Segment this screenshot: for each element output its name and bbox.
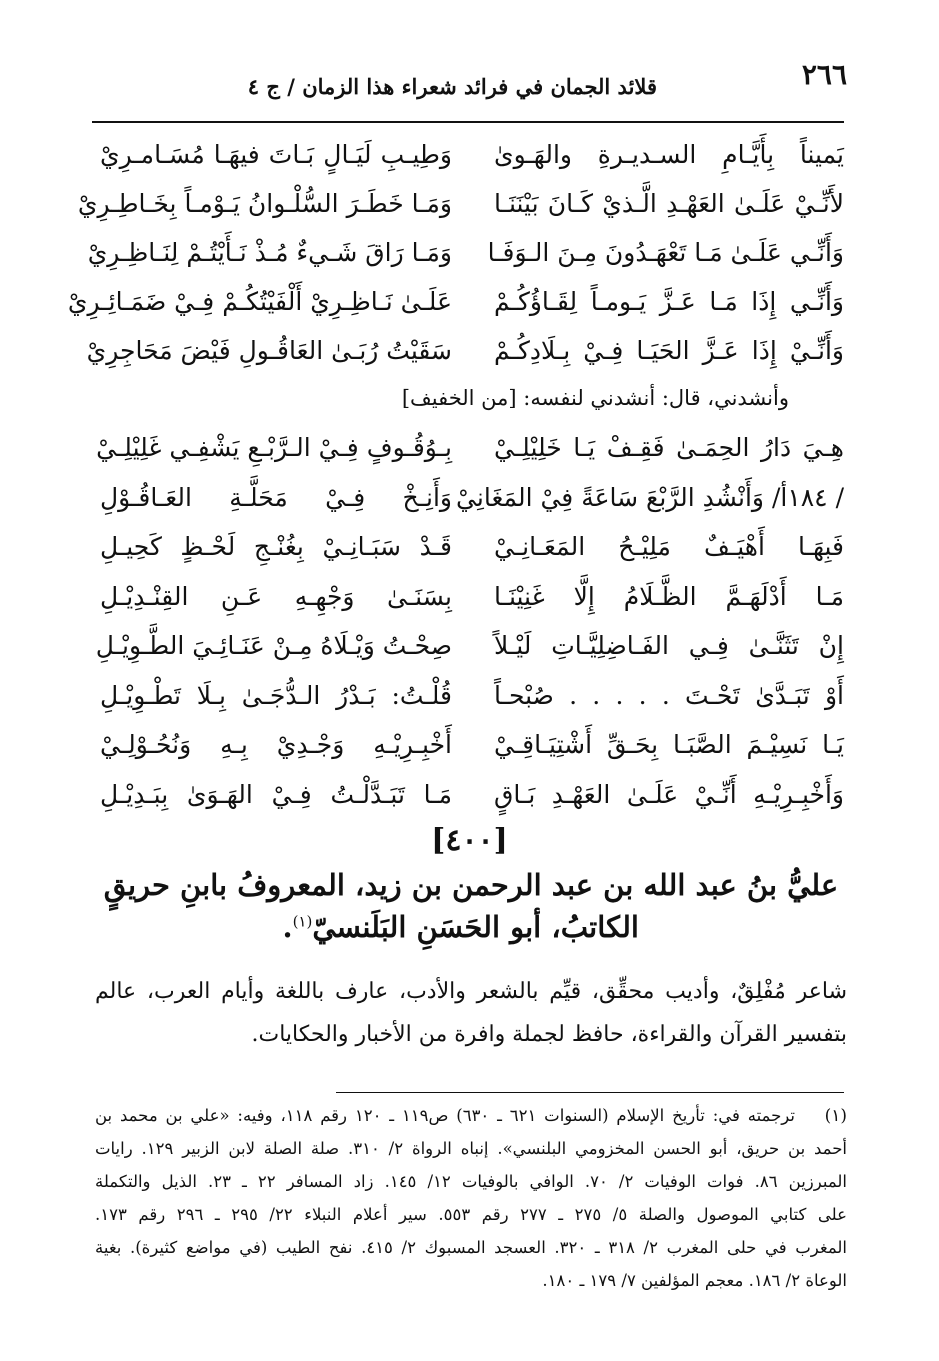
page-header — [92, 58, 847, 108]
footnote-line: المغرب في حلى المغرب ٢/ ٣١٨ ـ ٣٢٠. العسجد المسبوك ٢/ ٤١٥. نفح الطيب (في مواضع كثيرة). بغية — [95, 1238, 848, 1257]
entry-title-line-1: عليُّ بنُ عبد الله بن عبد الرحمن بن زيد، المعروفُ بابنِ حريقٍ — [103, 868, 839, 902]
poem-first — [67, 135, 852, 380]
verse-first-hemistich: فَبِهَـا أَهْيَـفٌ مَلِيْـحُ المَعَـانِـيْ — [494, 532, 844, 561]
footnote-line: الوعاة ٢/ ١٨٦. معجم المؤلفين ٧/ ١٧٩ ـ ١٨٠. — [542, 1271, 847, 1290]
verse-second-hemistich: سَقَيْتُ رُبَـىٰ العَاقُـولِ فَيْضَ مَحَاجِرِيْ — [86, 336, 452, 365]
verse-second-hemistich: وَمَـا خَطَـرَ السُّلْـوانُ يَـوْمـاً بِخَـاطِـرِيْ — [77, 189, 452, 218]
running-title: قلائد الجمان في فرائد شعراء هذا الزمان / ج ٤ — [247, 74, 657, 99]
poem-second — [92, 428, 852, 824]
verse — [92, 478, 852, 528]
verse-first-hemistich: وَأَخْبِـرِيْـهِ أَنِّـيْ عَلَـىٰ العَهْـدِ بَـاقٍ — [494, 779, 844, 809]
verse — [67, 282, 852, 331]
entry-body-line-1: شاعر مُفْلِقٌ، وأديب محقِّق، قيِّم بالشعر والأدب، عارف باللغة وأيام العرب، عالم — [95, 979, 847, 1004]
verse-first-hemistich: وَأَنِّـيْ إِذَا عَـزَّ الحَيَـا فِـيْ بِـلَادِكُـمْ — [494, 336, 844, 365]
verse-first-hemistich: لأَنِّـيْ عَلَـىٰ العَهْـدِ الَّـذيْ كَـانَ بَيْنَنَـا — [494, 189, 844, 218]
verse — [92, 577, 852, 627]
verse — [92, 775, 852, 825]
header-rule — [92, 121, 844, 123]
footnote-line: على كتابي الموصول والصلة ٥/ ٢٧٥ ـ ٢٧٧ رقم ٥٥٣. سير أعلام النبلاء ٢٢/ ٢٩٥ ـ ٢٩٦ رقم ١٧٣. — [95, 1205, 847, 1224]
verse — [92, 725, 852, 775]
verse-first-hemistich: إِنْ تَثَنَّـىٰ فِـي الفَـاضِلِيَّـاتِ لَيْـلاً — [494, 631, 844, 660]
verse-second-hemistich: مَـا تَبَـدَّلْـتُ فِـيْ الهَـوَىٰ بِبَـدِيْـلِ — [100, 779, 452, 809]
verse-second-hemistich: أَخْبِـرِيْـهِ وَجْـدِيْ بِـهِ وَنُحُـوْلِـيْ — [100, 730, 452, 759]
verse-second-hemistich: بِسَنَـىٰ وَجْهِـهِ عَـنِ القِنْـدِيْـلِ — [100, 581, 452, 611]
verse-first-hemistich: يَـا نَسِيْـمَ الصَّبَـا بِحَـقِّ أَشْتِيَـاقِـيْ — [494, 730, 844, 759]
verse-second-hemistich: وَمَـا رَاقَ شَـيءٌ مُـذْ نَـأَيْتُـمْ لِنَـاظِـرِيْ — [87, 238, 452, 267]
entry-title-line-2 — [282, 910, 639, 944]
verse-first-hemistich: وَأَنِّـي إِذَا مَـا عَـزَّ يَـومـاً لِقَـاؤُكُـمْ — [494, 287, 844, 316]
footnote-line: أحمد بن حريق، أبو الحسن المخزومي البلنسي». إنباه الرواة ٢/ ٣١٠. صلة الصلة لابن الزبير ١٢٩. رايات — [95, 1139, 847, 1158]
verse — [92, 135, 852, 184]
footnote-line: المبرزين ٨٦. فوات الوفيات ٢/ ٧٠. الوافي بالوفيات ١٢/ ١٤٥. زاد المسافر ٢٢ ـ ٢٣. الذيل والتكملة — [95, 1172, 847, 1191]
page-number: ٢٦٦ — [801, 58, 847, 91]
verse — [92, 527, 852, 577]
entry-number: [٤٠٠] — [431, 823, 508, 858]
verse-second-hemistich: وَأَنِـخْ فِـيْ مَحَلَّـةِ العَـاقُـوْلِ — [100, 482, 452, 512]
verse-first-hemistich: / ١٨٤أ/ وَأَنْشُدِ الرَّبْعَ سَاعَةً فِيْ المَغَانِيْ — [456, 482, 844, 512]
verse — [92, 428, 852, 478]
verse — [87, 233, 852, 282]
footnote-separator — [336, 1092, 844, 1093]
verse-second-hemistich: قَـدْ سَبَـانِـيْ بِغُنْـجِ لَحْـظٍ كَحِيـلِ — [100, 532, 452, 561]
footnote-marker: (١) — [824, 1106, 847, 1126]
verse-second-hemistich: بِـوُقُـوفٍ فِـيْ الـرَّبْـعِ يَشْفِـي غَلِيْلِـيْ — [96, 433, 452, 462]
verse — [92, 626, 852, 676]
verse — [92, 676, 852, 726]
entry-title-text: الكاتبُ، أبو الحَسَنِ البَلَنسيّ — [312, 910, 639, 944]
entry-body-line-2: بتفسير القرآن والقراءة، حافظ لجملة وافرة من الأخبار والحكايات. — [251, 1022, 847, 1047]
verse-second-hemistich: قُلْـتُ: بَـدْرُ الـدُّجَـىٰ بِـلَا تَطْـوِيْـلِ — [100, 680, 452, 710]
verse-second-hemistich: صِحْـتُ وَيْـلَاهُ مِـنْ عَنَـائِـيَ الطَّـوِيْـلِ — [95, 631, 452, 660]
verse — [77, 184, 852, 233]
verse-second-hemistich: وَطِيـبِ لَيَـالٍ بَـاتَ فيهَـا مُسَـامـرِيْ — [100, 140, 452, 169]
verse-first-hemistich: يَميناً بِأَيَّـامِ السـديـرةِ والهَـوىٰ — [494, 140, 844, 169]
verse-first-hemistich: مَـا أَدْلَهَـمَّ الظَّـلَامُ إِلَّا غَنِيْنَـا — [494, 581, 844, 611]
verse — [86, 331, 852, 380]
title-end-mark: . — [282, 910, 293, 944]
verse-first-hemistich: وَأَنِّـي عَلَـىٰ مَـا تَعْهَـدُونَ مِـنَ الـوَفَـا — [487, 238, 844, 267]
footnote-reference[interactable]: (١) — [292, 912, 313, 931]
verse-first-hemistich: هِـيَ دَارُ الحِمَـىٰ فَقِـفْ يَـا خَلِيْلِـيْ — [494, 433, 844, 462]
verse-second-hemistich: عَلَـىٰ نَـاظِـرِيْ أَلْفَيْتُكُـمْ فِـيْ ضَمَـائِـرِيْ — [67, 287, 452, 316]
verse-first-hemistich: أَوْ تَبَـدَّىٰ تَحْـتَ . . . . . صُبْحـاً — [494, 680, 844, 710]
poem-intro: وأنشدني، قال: أنشدني لنفسه: [من الخفيف] — [401, 386, 789, 410]
footnote-line: ترجمته في: تأريخ الإسلام (السنوات ٦٢١ ـ ٦٣٠) ص١١٩ ـ ١٢٠ رقم ١١٨، وفيه: «علي بن محمد بن — [95, 1106, 795, 1125]
